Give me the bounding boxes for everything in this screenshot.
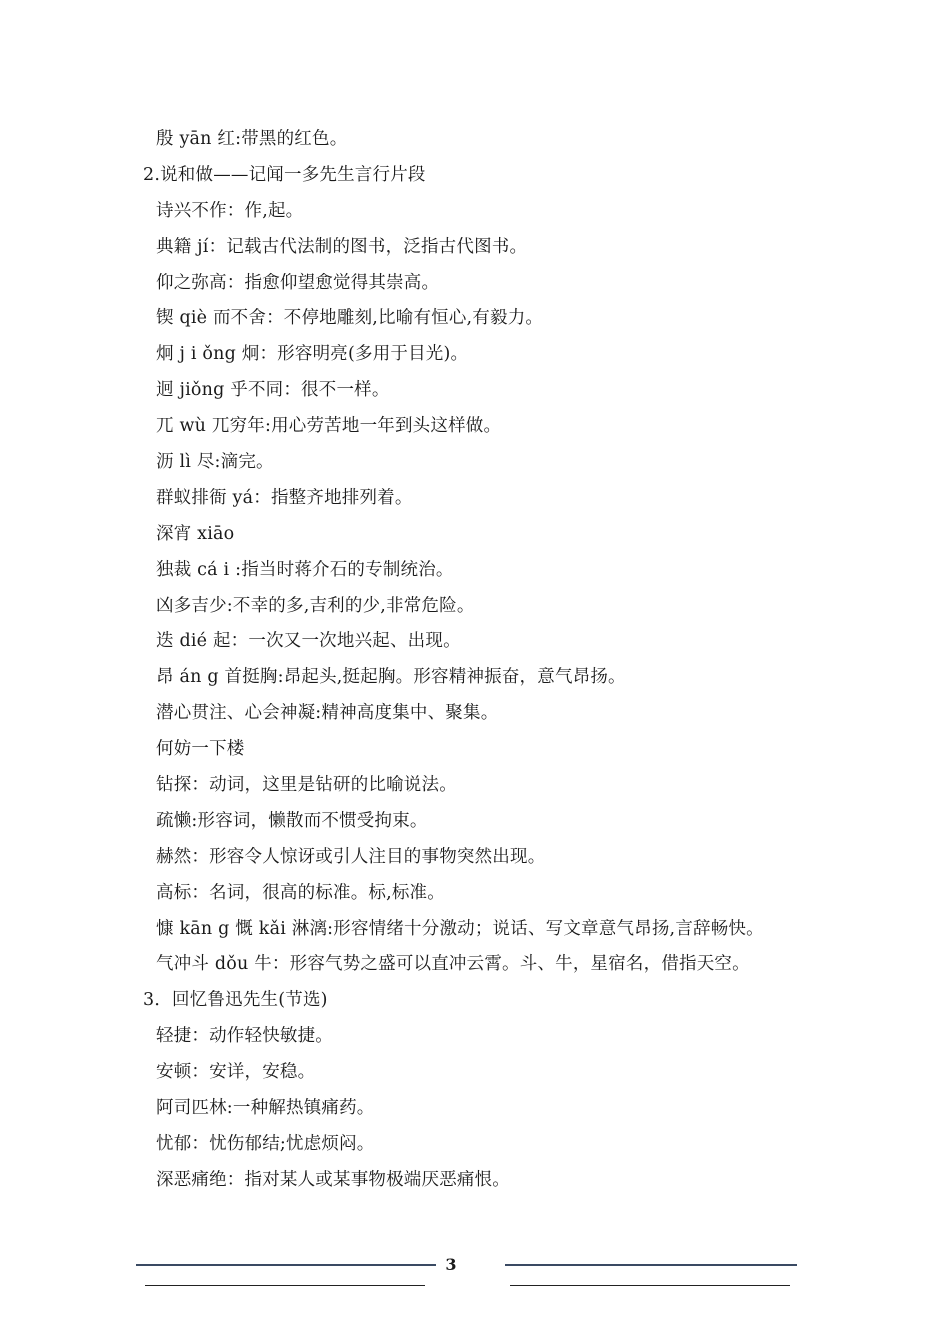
vocabulary-entry: 忧郁：忧伤郁结;忧虑烦闷。: [156, 1133, 375, 1154]
vocabulary-entry: 典籍 jí：记载古代法制的图书，泛指古代图书。: [156, 236, 528, 257]
vocabulary-entry: 阿司匹林:一种解热镇痛药。: [156, 1098, 375, 1119]
vocabulary-entry: 何妨一下楼: [156, 739, 245, 760]
footer-rule-left-top: [136, 1264, 436, 1266]
vocabulary-entry: 炯 j i ǒng 炯：形容明亮(多用于目光)。: [156, 344, 469, 365]
vocabulary-entry: 仰之弥高：指愈仰望愈觉得其崇高。: [156, 272, 440, 293]
vocabulary-entry: 殷 yān 红:带黑的红色。: [156, 129, 348, 149]
vocabulary-entry: 深恶痛绝：指对某人或某事物极端厌恶痛恨。: [156, 1169, 510, 1190]
vocabulary-entry: 锲 qiè 而不舍：不停地雕刻,比喻有恒心,有毅力。: [156, 308, 544, 329]
vocabulary-entry: 独裁 cá i :指当时蒋介石的专制统治。: [156, 559, 454, 580]
vocabulary-entry: 迭 dié 起：一次又一次地兴起、出现。: [156, 631, 461, 652]
footer-rule-left-bottom: [145, 1285, 425, 1286]
section-heading: 2.说和做——记闻一多先生言行片段: [143, 164, 426, 185]
page-footer: [0, 1252, 950, 1292]
footer-rule-right-top: [505, 1264, 797, 1266]
vocabulary-entry: 诗兴不作：作,起。: [156, 200, 304, 221]
vocabulary-entry: 兀 wù 兀穷年:用心劳苦地一年到头这样做。: [156, 416, 502, 437]
vocabulary-entry: 昂 án g 首挺胸:昂起头,挺起胸。形容精神振奋，意气昂扬。: [156, 667, 626, 688]
section-heading: 3．回忆鲁迅先生(节选): [143, 990, 328, 1011]
vocabulary-entry: 气冲斗 dǒu 牛：形容气势之盛可以直冲云霄。斗、牛，星宿名，借指天空。: [156, 954, 750, 975]
vocabulary-entry: 潜心贯注、心会神凝:精神高度集中、聚集。: [156, 703, 499, 724]
vocabulary-entry: 慷 kān g 慨 kǎi 淋漓:形容情绪十分激动；说话、写文章意气昂扬,言辞畅快。: [156, 918, 764, 939]
vocabulary-entry: 疏懒:形容词，懒散而不惯受拘束。: [156, 810, 428, 831]
vocabulary-entry: 深宵 xiāo: [156, 523, 235, 544]
vocabulary-list: [0, 122, 950, 1199]
vocabulary-entry: 钻探：动词，这里是钻研的比喻说法。: [156, 775, 457, 796]
vocabulary-entry: 群蚁排衙 yá：指整齐地排列着。: [156, 487, 413, 508]
vocabulary-entry: 沥 lì 尽:滴完。: [156, 452, 274, 473]
vocabulary-entry: 轻捷：动作轻快敏捷。: [156, 1026, 333, 1047]
footer-rule-right-bottom: [510, 1285, 790, 1286]
vocabulary-entry: 迥 jiǒng 乎不同：很不一样。: [156, 380, 390, 401]
vocabulary-entry: 高标：名词，很高的标准。标,标准。: [156, 882, 445, 903]
vocabulary-entry: 赫然：形容令人惊讶或引人注目的事物突然出现。: [156, 846, 546, 867]
vocabulary-entry: 安顿：安详，安稳。: [156, 1062, 316, 1083]
page-number: 3: [445, 1255, 457, 1274]
vocabulary-entry: 凶多吉少:不幸的多,吉利的少,非常危险。: [156, 595, 475, 616]
